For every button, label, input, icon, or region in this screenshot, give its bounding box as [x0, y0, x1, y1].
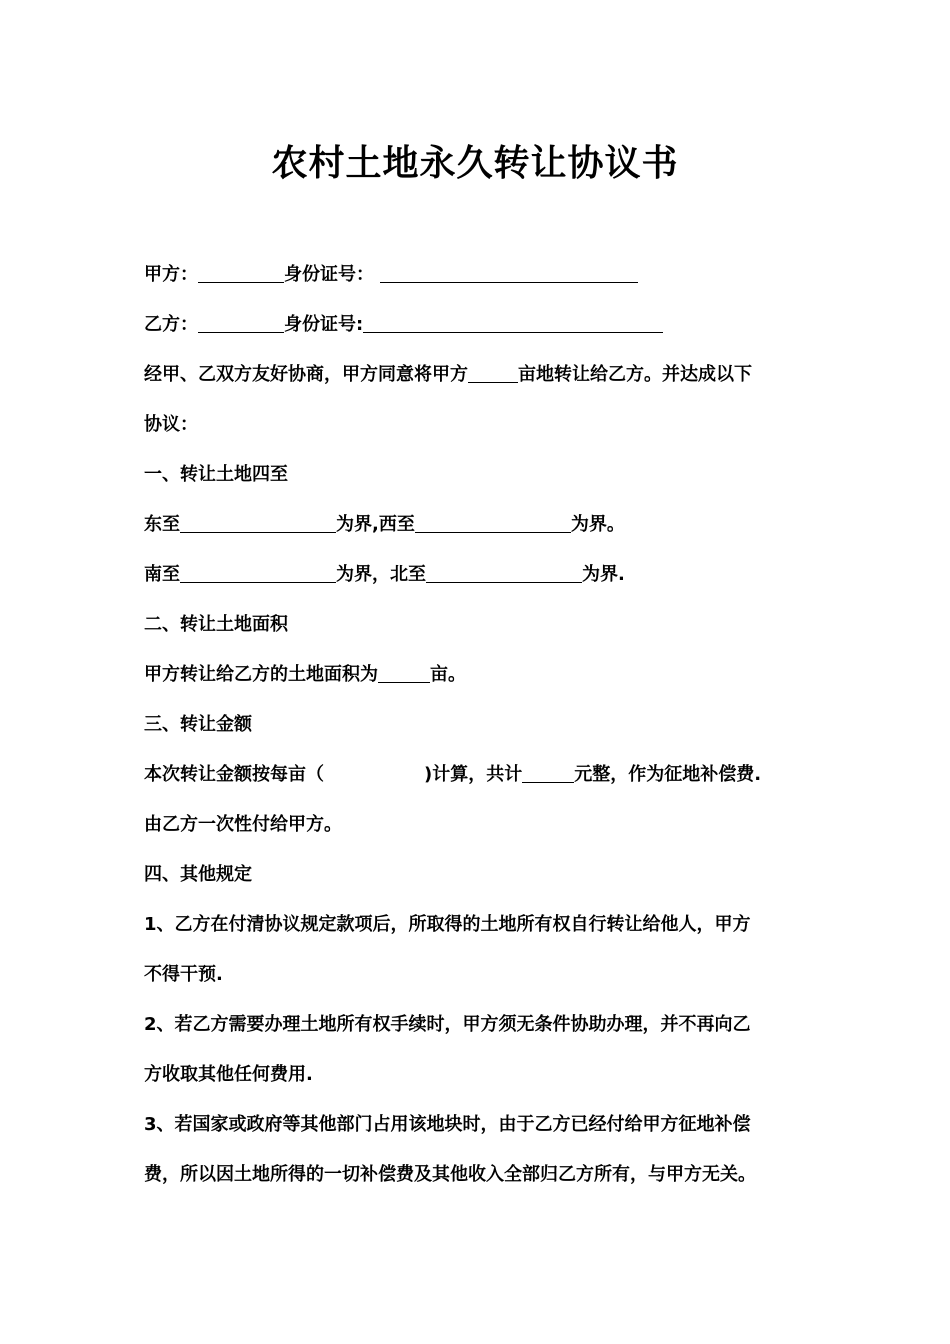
north-label: 为界，北至 [336, 564, 426, 585]
east-west-end: 为界。 [570, 514, 625, 535]
party-b-label: 乙方： [144, 314, 198, 335]
document-body [144, 250, 804, 1200]
amount-line-2: 由乙方一次性付给甲方。 [144, 814, 342, 835]
document-title: 农村土地永久转让协议书 [271, 143, 679, 184]
intro-text-start: 经甲、乙双方友好协商，甲方同意将甲方 [144, 364, 468, 385]
area-text-start: 甲方转让给乙方的土地面积为 [144, 664, 378, 685]
party-b-line [144, 300, 804, 350]
amount-text-end: 元整，作为征地补偿费. [574, 764, 762, 785]
section-4-heading: 四、其他规定 [144, 864, 252, 885]
south-north-end: 为界. [582, 564, 625, 585]
section-2-heading: 二、转让土地面积 [144, 614, 288, 635]
rule-3-line-2: 费，所以因土地所得的一切补偿费及其他收入全部归乙方所有，与甲方无关。 [144, 1164, 756, 1185]
intro-line-1 [144, 350, 804, 400]
south-north-boundary-line [144, 550, 804, 600]
party-a-name-blank [198, 264, 284, 283]
rule-3-line-1: 3、若国家或政府等其他部门占用该地块时，由于乙方已经付给甲方征地补偿 [144, 1114, 751, 1135]
rule-1-line-2: 不得干预. [144, 964, 223, 985]
west-boundary-blank [415, 514, 571, 533]
intro-acreage-blank [468, 364, 518, 383]
area-text-end: 亩。 [430, 664, 466, 685]
east-label: 东至 [144, 514, 180, 535]
east-boundary-blank [180, 514, 336, 533]
east-west-boundary-line [144, 500, 804, 550]
intro-text-end: 亩地转让给乙方。并达成以下 [518, 364, 752, 385]
party-a-id-blank [380, 264, 638, 283]
section-1-heading: 一、转让土地四至 [144, 464, 288, 485]
party-b-name-blank [198, 314, 284, 333]
south-boundary-blank [180, 564, 336, 583]
party-b-id-blank [363, 314, 663, 333]
intro-line-2: 协议： [144, 414, 198, 435]
party-a-line [144, 250, 804, 300]
amount-text-start: 本次转让金额按每亩（ [144, 764, 324, 785]
party-a-id-label: 身份证号： [284, 264, 374, 285]
section-3-heading: 三、转让金额 [144, 714, 252, 735]
total-amount-blank [522, 764, 574, 783]
rule-2-line-2: 方收取其他任何费用. [144, 1064, 313, 1085]
north-boundary-blank [426, 564, 582, 583]
amount-text-mid: )计算，共计 [424, 764, 523, 785]
area-blank [378, 664, 430, 683]
party-a-label: 甲方： [144, 264, 198, 285]
amount-line-1 [144, 750, 804, 800]
rule-1-line-1: 1、乙方在付清协议规定款项后，所取得的土地所有权自行转让给他人，甲方 [144, 914, 751, 935]
area-line [144, 650, 804, 700]
south-label: 南至 [144, 564, 180, 585]
west-label: 为界,西至 [336, 514, 415, 535]
party-b-id-label: 身份证号: [284, 314, 364, 335]
rule-2-line-1: 2、若乙方需要办理土地所有权手续时，甲方须无条件协助办理，并不再向乙 [144, 1014, 751, 1035]
